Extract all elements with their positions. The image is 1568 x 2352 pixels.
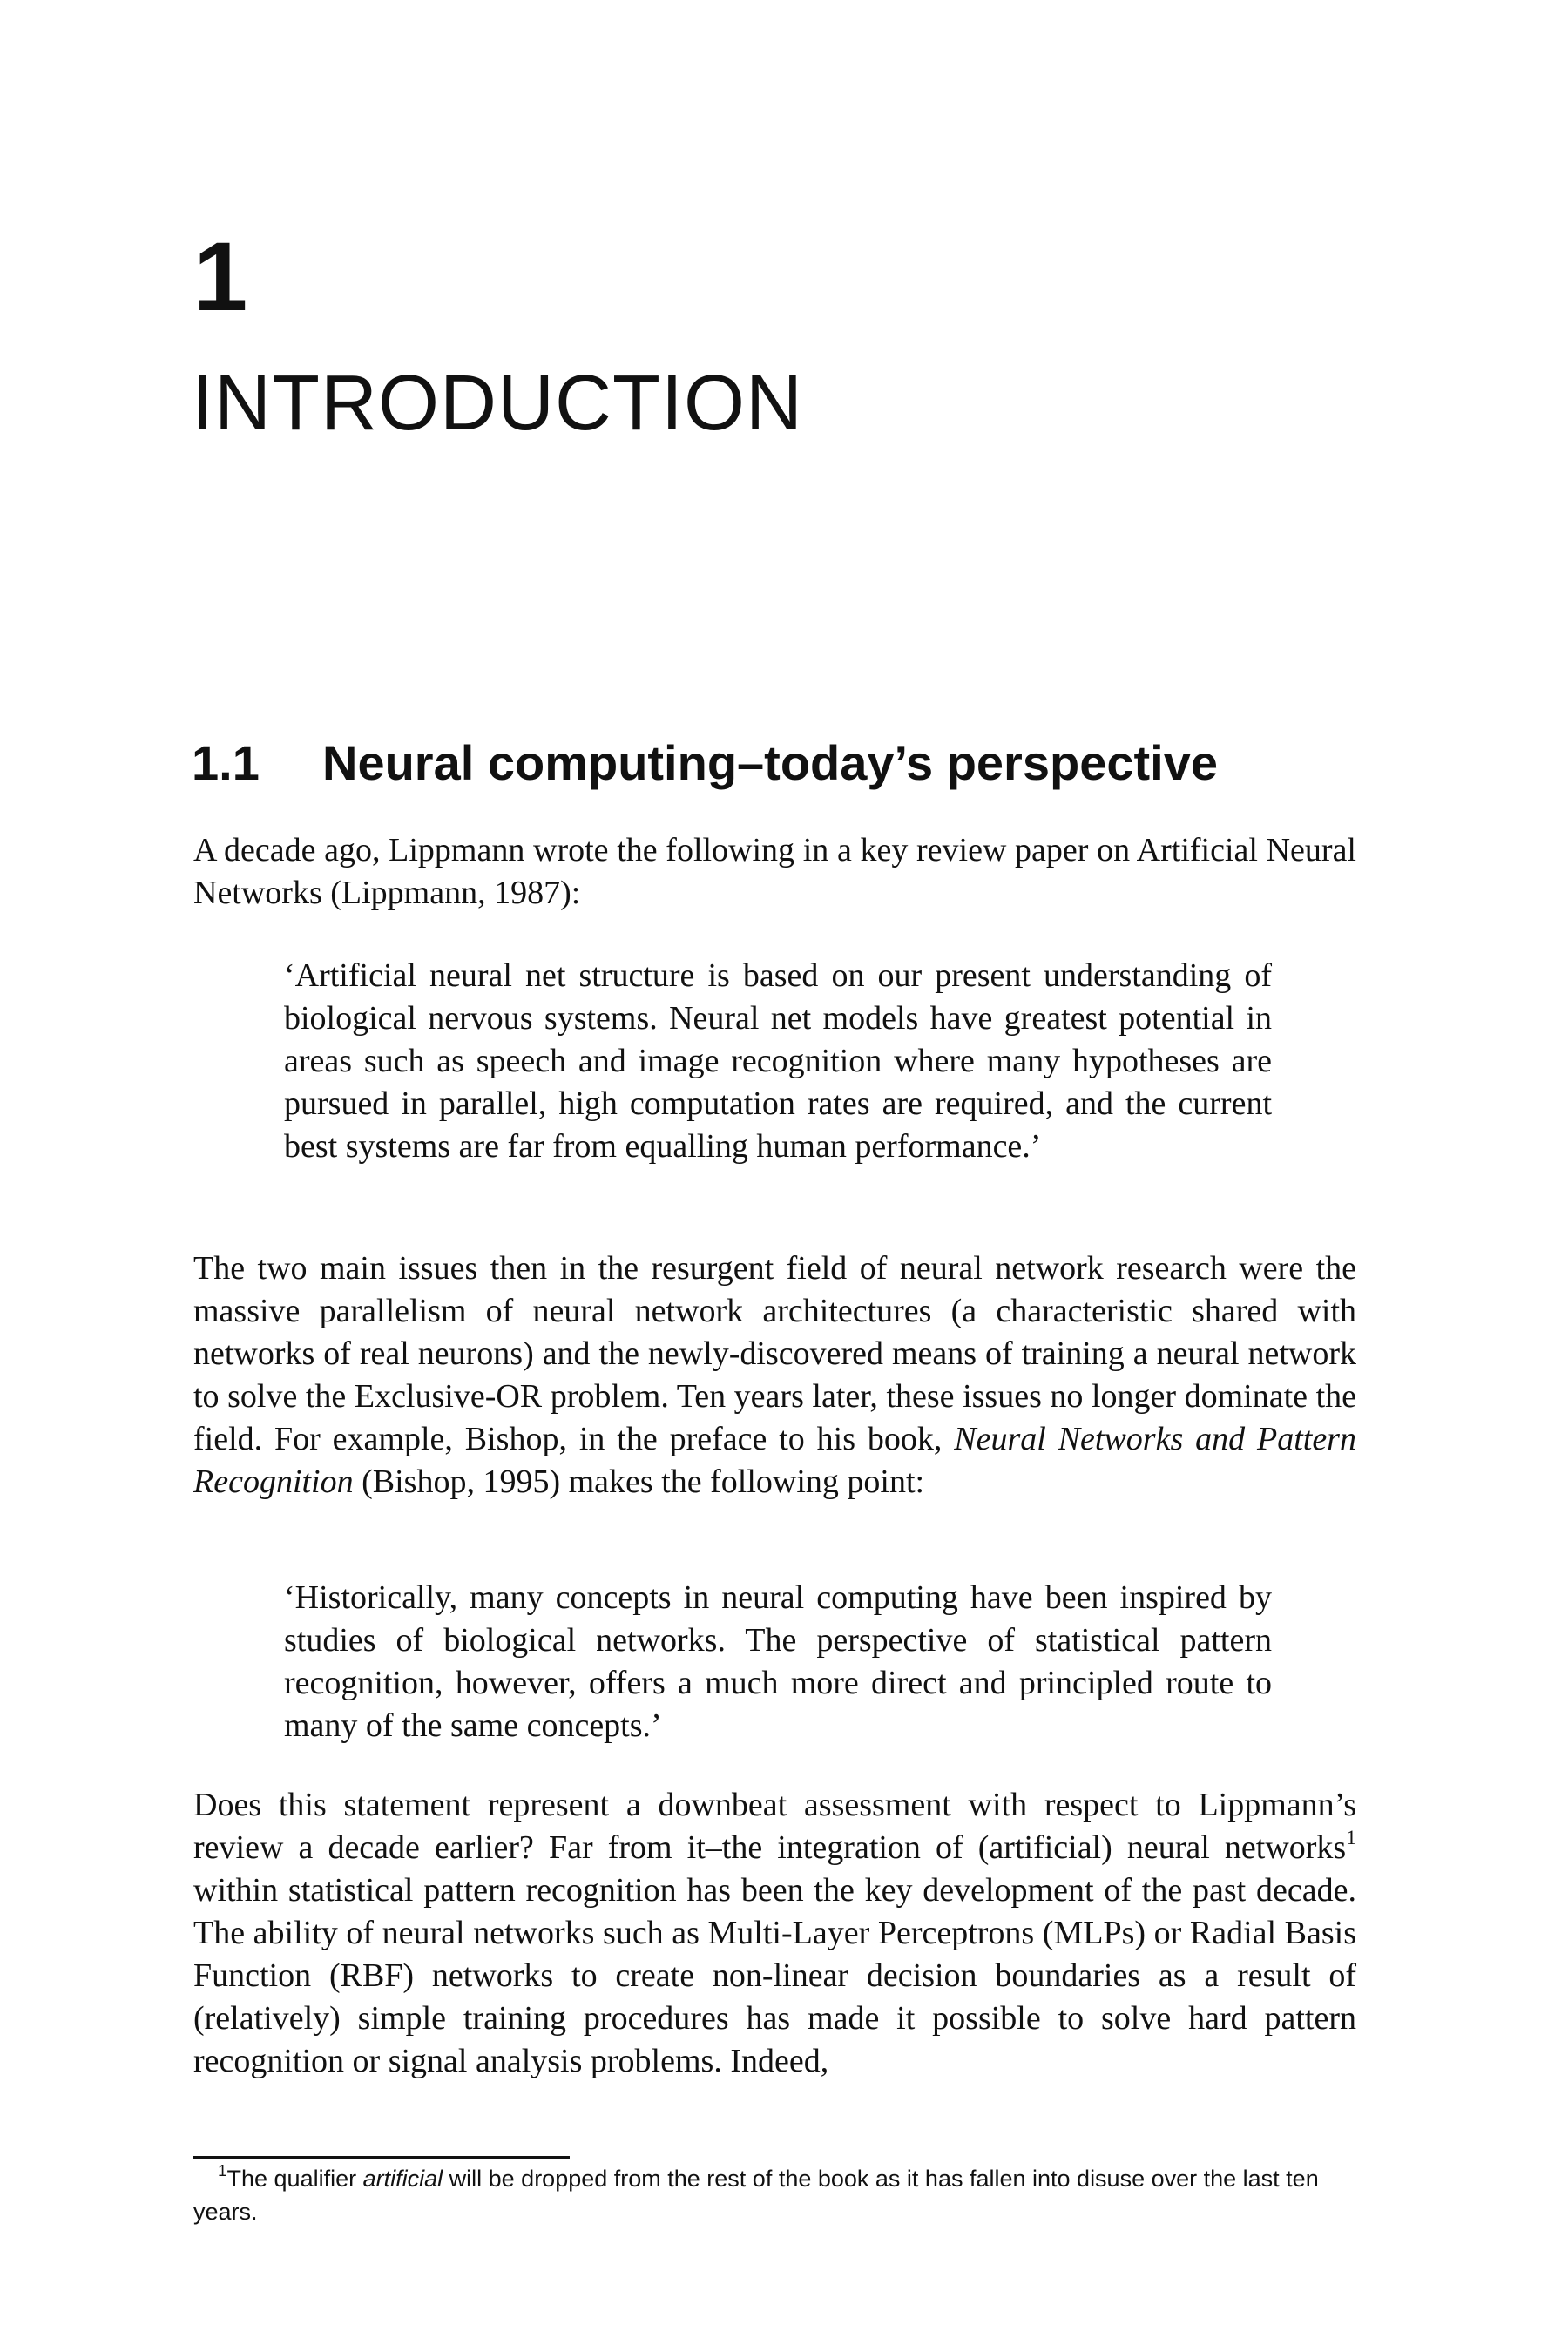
footnote-text: will be dropped from the rest of the book as it has fallen into disuse over the last ten years. <box>193 2166 1319 2225</box>
paragraph-text: (Bishop, 1995) makes the following point: <box>353 1463 925 1500</box>
footnote-text: The qualifier <box>226 2166 363 2192</box>
paragraph-assessment <box>193 1784 1356 2083</box>
section-heading <box>192 735 1218 790</box>
chapter-number: 1 <box>193 222 248 331</box>
footnote <box>193 2162 1356 2228</box>
paragraph-text: The two main issues then in the resurgent field of neural network research were the massive parallelism of neural network architectures (a characteristic shared with networks of real neurons) and the newly-discovered means of training a neural network to solve the Exclusive-OR problem. Ten years later, these issues no longer dominate the field. For example, Bishop, in the preface to his book, <box>193 1250 1356 1457</box>
footnote-reference[interactable]: 1 <box>1346 1827 1356 1849</box>
paragraph-main-issues <box>193 1247 1356 1504</box>
paragraph-intro: A decade ago, Lippmann wrote the following in a key review paper on Artificial Neural Networks (Lippmann, 1987): <box>193 832 1356 911</box>
paragraph-text: Does this statement represent a downbeat assessment with respect to Lippmann’s review a decade earlier? Far from it–the integration of (artificial) neural networks <box>193 1787 1356 1866</box>
section-title: Neural computing–today’s perspective <box>322 735 1218 790</box>
chapter-title: INTRODUCTION <box>192 360 803 447</box>
quote-bishop: ‘Historically, many concepts in neural computing have been inspired by studies of biological networks. The perspective of statistical pattern recognition, however, offers a much more direct and principled route to many of the same concepts.’ <box>284 1579 1272 1744</box>
quote-lippmann: ‘Artificial neural net structure is based on our present understanding of biological nervous systems. Neural net models have greatest potential in areas such as speech and image recognition where many hypotheses are pursued in parallel, high computation rates are required, and the current best systems are far from equalling human performance.’ <box>284 957 1272 1165</box>
paragraph-text: within statistical pattern recognition has been the key development of the past decade. The ability of neural networks such as Multi-Layer Perceptrons (MLPs) or Radial Basis Function (RBF) networks to create non-linear decision boundaries as a result of (relatively) simple training procedures has made it possible to solve hard pattern recognition or signal analysis problems. Indeed, <box>193 1872 1356 2079</box>
section-number: 1.1 <box>192 735 260 790</box>
book-title: Neural Networks and Pattern Recognition <box>193 1421 1356 1500</box>
footnote-divider <box>193 2156 570 2159</box>
footnote-emphasis: artificial <box>362 2166 443 2192</box>
footnote-marker: 1 <box>218 2162 227 2181</box>
